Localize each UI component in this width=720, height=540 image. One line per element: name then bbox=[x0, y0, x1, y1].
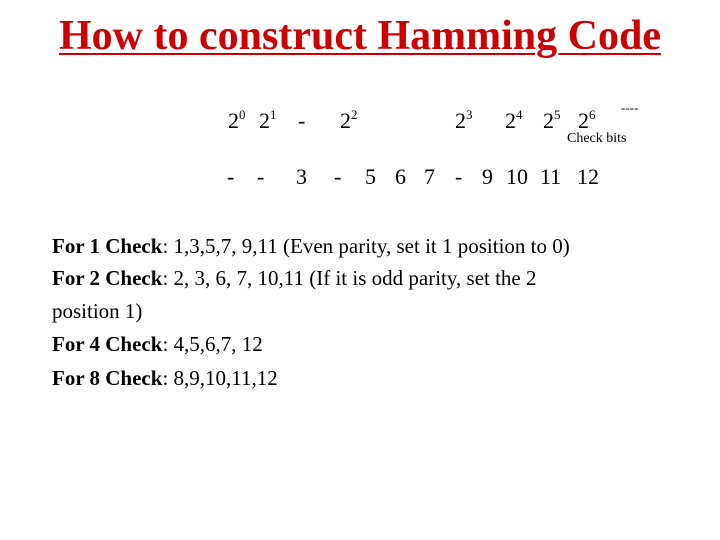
position-6: 6 bbox=[395, 164, 406, 189]
position-5: 5 bbox=[365, 164, 376, 189]
check-line-4 bbox=[52, 334, 263, 355]
check-text: : 4,5,6,7, 12 bbox=[162, 332, 263, 356]
position-9: 9 bbox=[482, 164, 493, 189]
check-line-2 bbox=[52, 268, 537, 289]
check-bits-label: Check bits bbox=[567, 131, 627, 146]
power-2-3: $2^3$ bbox=[455, 107, 473, 133]
check-line-2-cont bbox=[52, 301, 142, 322]
check-text: : 1,3,5,7, 9,11 (Even parity, set it 1 position to 0) bbox=[162, 234, 570, 258]
position-7: 7 bbox=[424, 164, 435, 189]
check-line-1 bbox=[52, 236, 570, 257]
check-text: : 2, 3, 6, 7, 10,11 (If it is odd parity, set the 2 bbox=[162, 266, 537, 290]
power-2-0: $2^0$ bbox=[228, 107, 246, 133]
check-text: position 1) bbox=[52, 299, 143, 323]
check-prefix: For 2 Check bbox=[52, 266, 163, 290]
position-1: - bbox=[227, 164, 235, 189]
power-2-6: $2^6$ bbox=[578, 107, 596, 133]
power-ellipsis: ---- bbox=[621, 100, 639, 115]
position-3: 3 bbox=[296, 164, 307, 189]
power-2-4: $2^4$ bbox=[505, 107, 523, 133]
check-prefix: For 1 Check bbox=[52, 234, 163, 258]
check-prefix: For 8 Check bbox=[52, 366, 163, 390]
check-text: : 8,9,10,11,12 bbox=[162, 366, 278, 390]
position-4: - bbox=[334, 164, 342, 189]
check-line-8 bbox=[52, 368, 278, 389]
power-2-1: $2^1$ bbox=[259, 107, 277, 133]
position-11: 11 bbox=[540, 164, 562, 189]
power-2-5: $2^5$ bbox=[543, 107, 561, 133]
power-dash: - bbox=[298, 108, 306, 133]
position-12: 12 bbox=[577, 164, 599, 189]
power-2-2: $2^2$ bbox=[340, 107, 358, 133]
slide-title: How to construct Hamming Code bbox=[59, 13, 661, 59]
check-prefix: For 4 Check bbox=[52, 332, 163, 356]
position-8: - bbox=[455, 164, 463, 189]
position-2: - bbox=[257, 164, 265, 189]
position-10: 10 bbox=[506, 164, 528, 189]
